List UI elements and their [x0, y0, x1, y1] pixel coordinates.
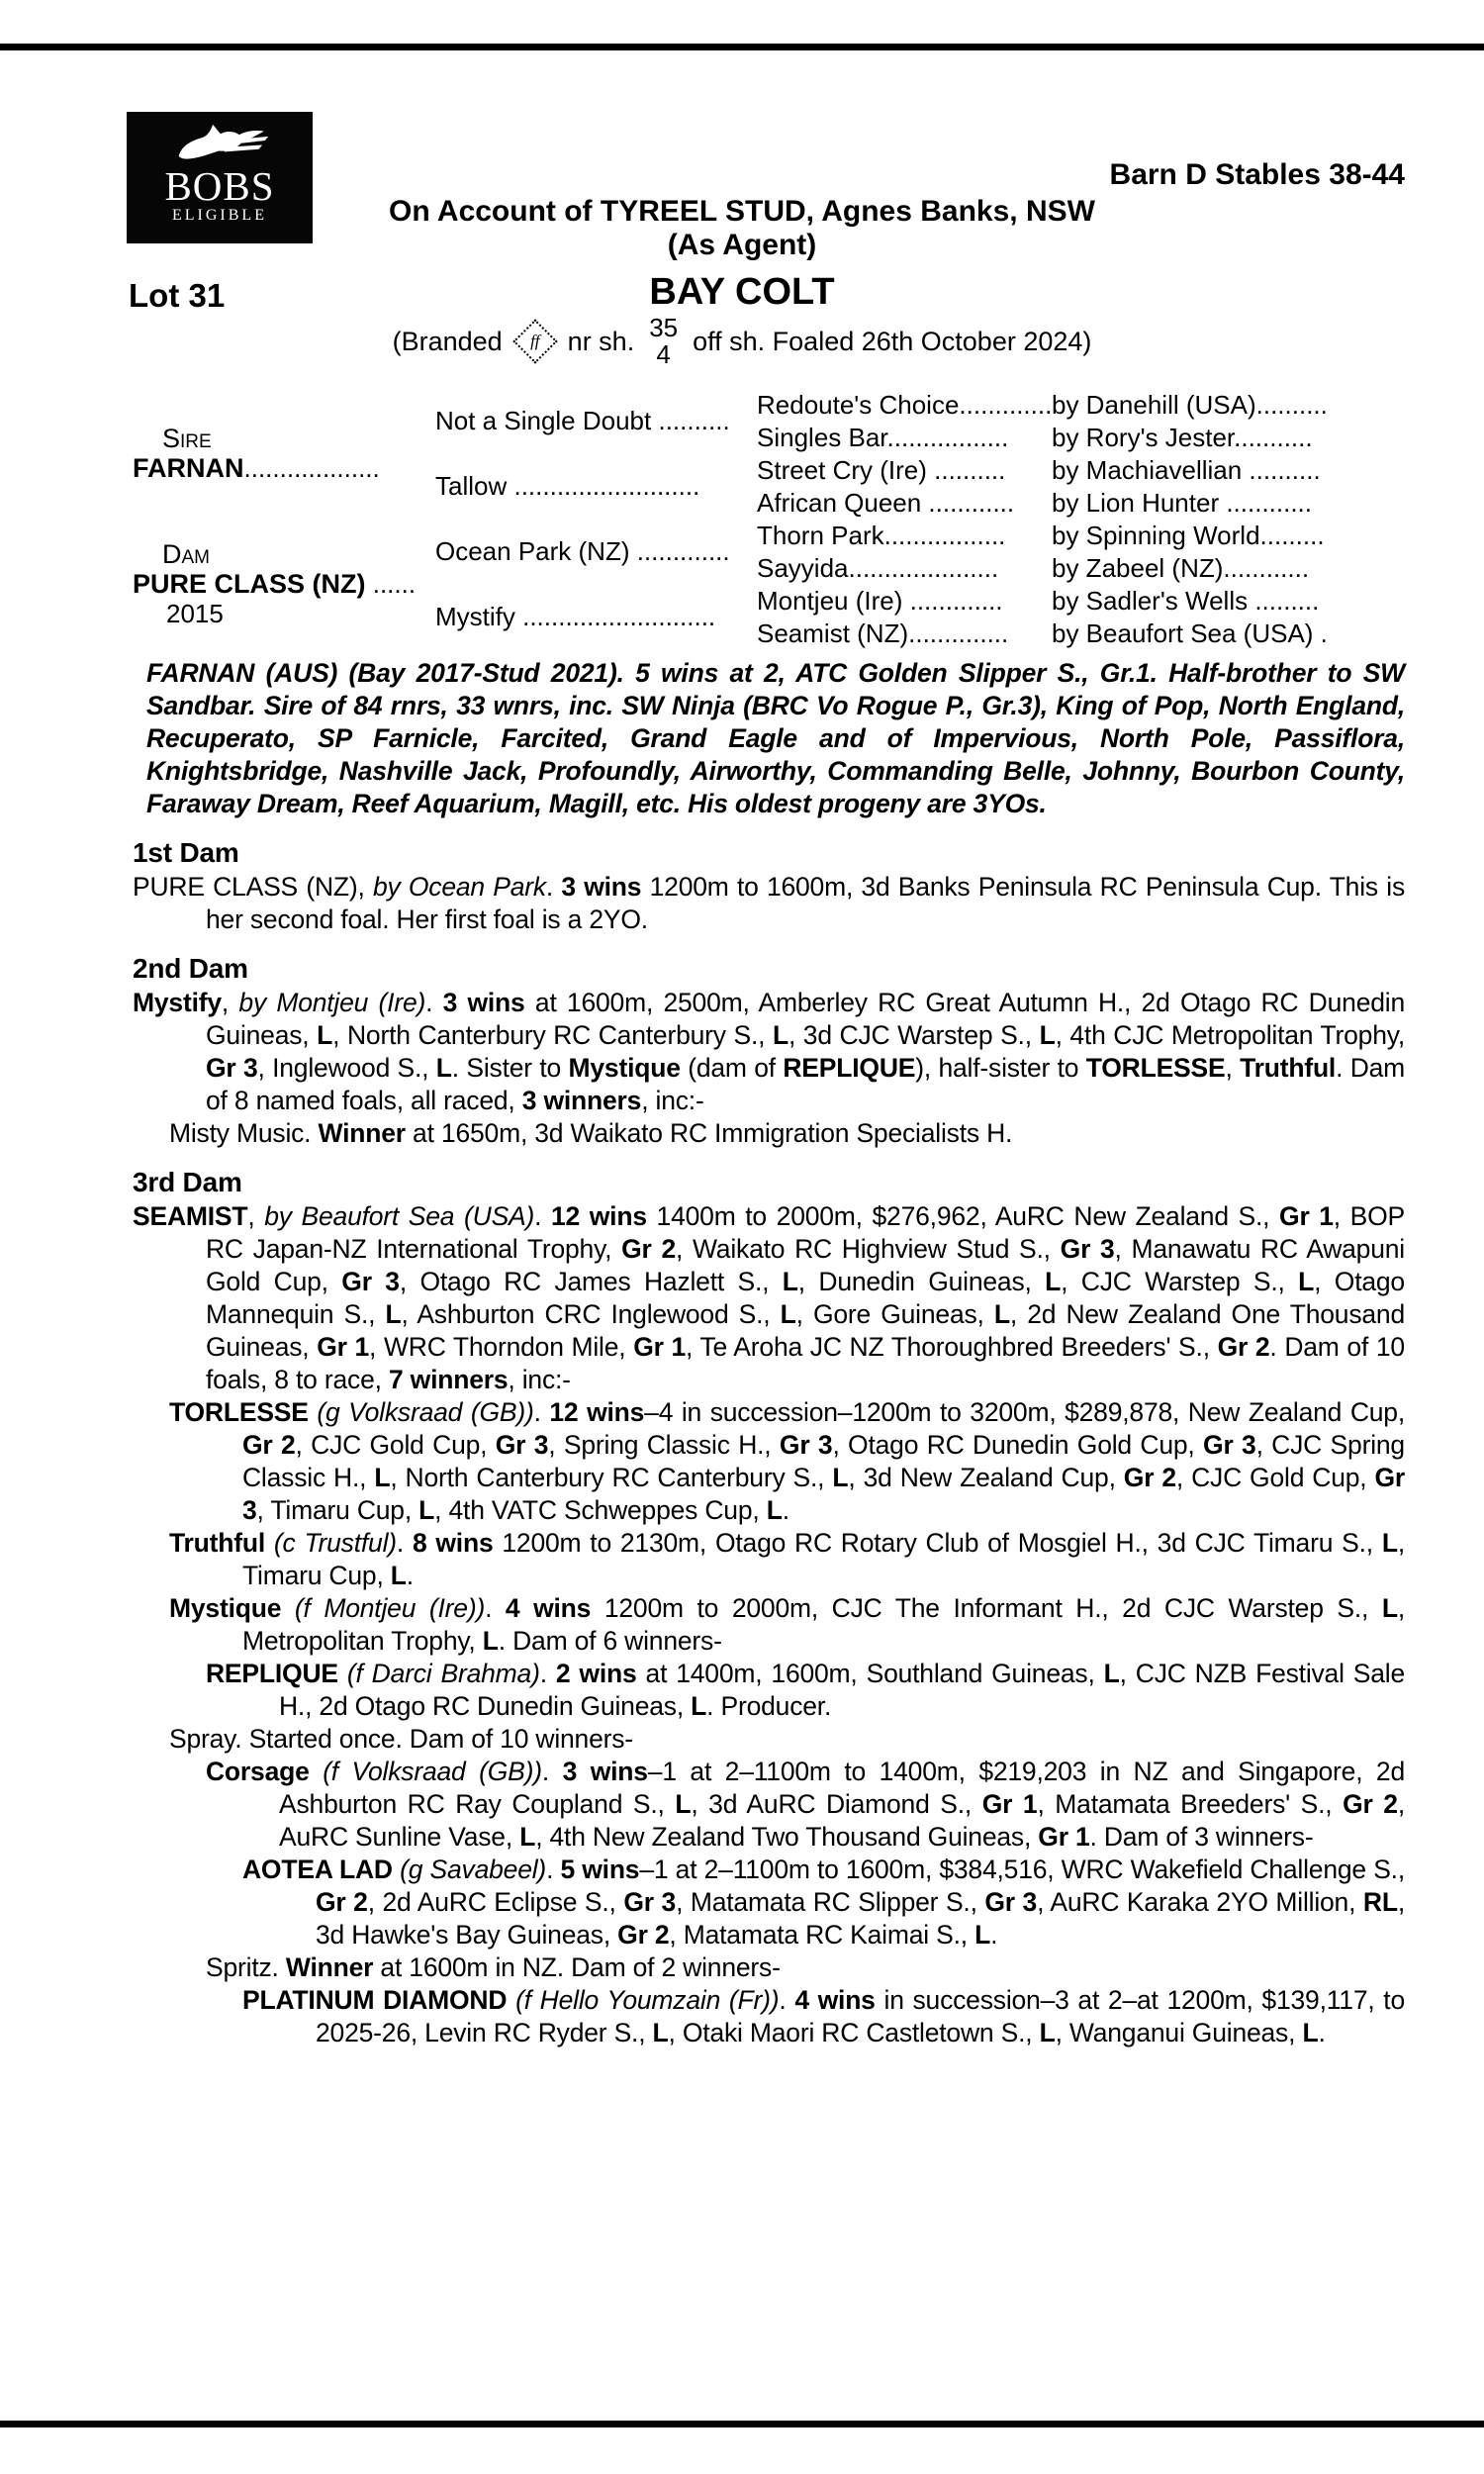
para-pure-class: PURE CLASS (NZ), by Ocean Park. 3 wins 1200m to 1600m, 3d Banks Peninsula RC Peninsula Cup. This is her second foal. Her first foal is a 2YO.	[133, 872, 1405, 934]
horse-head-icon	[157, 117, 282, 166]
para-misty-music: Misty Music. Winner at 1650m, 3d Waikato RC Immigration Specialists H.	[169, 1118, 1013, 1148]
brand-number-fraction: 35 4	[649, 313, 679, 370]
grandparent-name: Seamist (NZ)..............	[757, 618, 1009, 648]
vendor-account-line: On Account of TYREEL STUD, Agnes Banks, NSW	[389, 195, 1095, 228]
grandparent-by: by Zabeel (NZ)............	[1052, 552, 1310, 583]
pedigree-table	[133, 388, 1405, 649]
brand-near-shoulder: nr sh.	[567, 326, 635, 356]
grandparent-by: by Sadler's Wells .........	[1052, 585, 1320, 616]
dam-of-sire: Tallow ..........................	[435, 471, 700, 501]
third-dam-heading: 3rd Dam	[133, 1167, 242, 1197]
barn-stables-line: Barn D Stables 38-44	[1109, 158, 1405, 191]
grandparent-name: Singles Bar.................	[757, 422, 1009, 452]
para-aotea-lad: AOTEA LAD (g Savabeel). 5 wins–1 at 2–1100m to 1600m, $384,516, WRC Wakefield Challenge S., Gr 2, 2d AuRC Eclipse S., Gr 3, Matamata RC Slipper S., Gr 3, AuRC Karaka 2YO Million, RL, 3d Hawke's Bay Guineas, Gr 2, Matamata RC Kaimai S., L.	[242, 1855, 1405, 1950]
first-dam-heading: 1st Dam	[133, 837, 239, 868]
sire-of-sire: Not a Single Doubt ..........	[435, 406, 730, 435]
dam-label-block	[133, 519, 435, 649]
grandparent-name: Street Cry (Ire) ..........	[757, 454, 1006, 485]
grandparent-by: by Danehill (USA)..........	[1052, 389, 1328, 420]
brand-prefix: (Branded	[392, 326, 503, 356]
brand-foaling-line	[0, 315, 1484, 369]
grandparent-by: by Rory's Jester...........	[1052, 422, 1313, 452]
para-mystique: Mystique (f Montjeu (Ire)). 4 wins 1200m to 2000m, CJC The Informant H., 2d CJC Warstep S., L, Metropolitan Trophy, L. Dam of 6 winners-	[169, 1593, 1405, 1656]
grandparent-by: by Beaufort Sea (USA) .	[1052, 618, 1328, 648]
grandparent-name: Redoute's Choice.............	[757, 389, 1052, 420]
para-seamist: SEAMIST, by Beaufort Sea (USA). 12 wins 1400m to 2000m, $276,962, AuRC New Zealand S., Gr 1, BOP RC Japan-NZ International Trophy, Gr 2, Waikato RC Highview Stud S., Gr 3, Manawatu RC Awapuni Gold Cup, Gr 3, Otago RC James Hazlett S., L, Dunedin Guineas, L, CJC Warstep S., L, Otago Mannequin S., L, Ashburton CRC Inglewood S., L, Gore Guineas, L, 2d New Zealand One Thousand Guineas, Gr 1, WRC Thorndon Mile, Gr 1, Te Aroha JC NZ Thoroughbred Breeders' S., Gr 2. Dam of 10 foals, 8 to race, 7 winners, inc:-	[133, 1201, 1406, 1394]
lot-number: Lot 31	[129, 277, 226, 314]
sire-label: Sire	[162, 424, 212, 453]
para-spritz: Spritz. Winner at 1600m in NZ. Dam of 2 winners-	[206, 1952, 781, 1982]
para-spray: Spray. Started once. Dam of 10 winners-	[169, 1724, 633, 1754]
brand-suffix: off sh. Foaled 26th October 2024)	[693, 326, 1092, 356]
grandparent-by: by Spinning World.........	[1052, 520, 1325, 550]
para-mystify: Mystify, by Montjeu (Ire). 3 wins at 1600m, 2500m, Amberley RC Great Autumn H., 2d Otago RC Dunedin Guineas, L, North Canterbury RC Canterbury S., L, 3d CJC Warstep S., L, 4th CJC Metropolitan Trophy, Gr 3, Inglewood S., L. Sister to Mystique (dam of REPLIQUE), half-sister to TORLESSE, Truthful. Dam of 8 named foals, all raced, 3 winners, inc:-	[133, 988, 1406, 1115]
sire-label-block	[133, 388, 435, 519]
bottom-rule	[0, 2421, 1484, 2427]
dam-label: Dam	[162, 539, 210, 569]
pedigree-details	[133, 657, 1405, 2049]
dam-of-dam: Mystify ...........................	[435, 602, 716, 631]
grandparent-name: Sayyida.....................	[757, 552, 999, 583]
para-torlesse: TORLESSE (g Volksraad (GB)). 12 wins–4 in succession–1200m to 3200m, $289,878, New Zealand Cup, Gr 2, CJC Gold Cup, Gr 3, Spring Classic H., Gr 3, Otago RC Dunedin Gold Cup, Gr 3, CJC Spring Classic H., L, North Canterbury RC Canterbury S., L, 3d New Zealand Cup, Gr 2, CJC Gold Cup, Gr 3, Timaru Cup, L, 4th VATC Schweppes Cup, L.	[169, 1397, 1406, 1525]
para-replique: REPLIQUE (f Darci Brahma). 2 wins at 1400m, 1600m, Southland Guineas, L, CJC NZB Festival Sale H., 2d Otago RC Dunedin Guineas, L. Producer.	[206, 1659, 1406, 1721]
grandparent-name: African Queen ............	[757, 487, 1015, 518]
bobs-logo-text: BOBS	[164, 163, 275, 209]
as-agent-line: (As Agent)	[667, 229, 817, 261]
sire-summary-paragraph: FARNAN (AUS) (Bay 2017-Stud 2021). 5 wins at 2, ATC Golden Slipper S., Gr.1. Half-brother to SW Sandbar. Sire of 84 rnrs, 33 wnrs, inc. SW Ninja (BRC Vo Rogue P., Gr.3), King of Pop, North England, Recuperato, SP Farnicle, Farcited, Grand Eagle and of Impervious, North Pole, Passiflora, Knightsbridge, Nashville Jack, Profoundly, Airworthy, Commanding Belle, Johnny, Bourbon County, Faraway Dream, Reef Aquarium, Magill, etc. His oldest progeny are 3YOs.	[146, 658, 1405, 818]
brand-mark-icon: ff	[512, 320, 557, 364]
second-dam-heading: 2nd Dam	[133, 953, 248, 984]
grandparent-by: by Lion Hunter ............	[1052, 487, 1313, 518]
sire-of-dam: Ocean Park (NZ) .............	[435, 536, 730, 566]
bobs-eligible-text: ELIGIBLE	[172, 207, 267, 224]
para-corsage: Corsage (f Volksraad (GB)). 3 wins–1 at 2–1100m to 1400m, $219,203 in NZ and Singapore, 2d Ashburton RC Ray Coupland S., L, 3d AuRC Diamond S., Gr 1, Matamata Breeders' S., Gr 2, AuRC Sunline Vase, L, 4th New Zealand Two Thousand Guineas, Gr 1. Dam of 3 winners-	[206, 1757, 1405, 1852]
dam-year: 2015	[166, 599, 224, 628]
sire-name-line: FARNAN...................	[133, 453, 380, 483]
page-title: BAY COLT	[649, 271, 835, 313]
top-rule	[0, 44, 1484, 50]
dam-name-line: PURE CLASS (NZ) ......	[133, 569, 417, 599]
grandparent-by: by Machiavellian ..........	[1052, 454, 1321, 485]
para-platinum-diamond: PLATINUM DIAMOND (f Hello Youmzain (Fr)). 4 wins in succession–3 at 2–at 1200m, $139,117, to 2025-26, Levin RC Ryder S., L, Otaki Maori RC Castletown S., L, Wanganui Guineas, L.	[242, 1985, 1406, 2047]
para-truthful: Truthful (c Trustful). 8 wins 1200m to 2130m, Otago RC Rotary Club of Mosgiel H., 3d CJC Timaru S., L, Timaru Cup, L.	[169, 1528, 1405, 1590]
grandparent-name: Thorn Park.................	[757, 520, 1006, 550]
grandparent-name: Montjeu (Ire) .............	[757, 585, 1003, 616]
